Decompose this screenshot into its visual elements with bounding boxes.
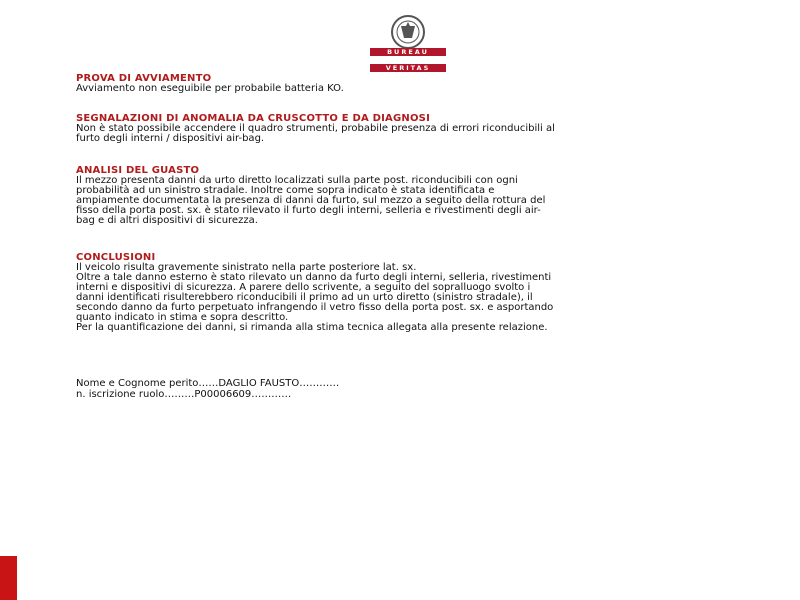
logo-band-veritas: VERITAS bbox=[370, 64, 446, 72]
perito-name-line: Nome e Cognome perito……DAGLIO FAUSTO………… bbox=[76, 378, 340, 389]
section-segnalazioni bbox=[76, 114, 555, 144]
section-text: Non è stato possibile accendere il quadro strumenti, probabile presenza di errori riconducibili al furto degli interni / dispositivi air-bag. bbox=[76, 123, 555, 144]
section-analisi-guasto bbox=[76, 166, 545, 226]
logo-band-bureau: BUREAU bbox=[370, 48, 446, 56]
section-text: Il mezzo presenta danni da urto diretto localizzati sulla parte post. riconducibili con ogni probabilità ad un sinistro stradale. Inoltre come sopra indicato è stata identificata e ampiamente documentata la presenza di danni da furto, sul mezzo a seguito della rottura del fisso della porta post. sx. è stato rilevato il furto degli interni, selleria e rivestimenti degli air- bag e di altri dispositivi di sicurezza. bbox=[76, 175, 546, 226]
corner-red-bar bbox=[0, 556, 17, 600]
logo-seal-icon bbox=[370, 14, 446, 50]
section-heading: SEGNALAZIONI DI ANOMALIA DA CRUSCOTTO E DA DIAGNOSI bbox=[76, 113, 430, 124]
section-text: Il veicolo risulta gravemente sinistrato nella parte posteriore lat. sx. Oltre a tale danno esterno è stato rilevato un danno da furto degli interni, selleria, rivestimenti interni e dispositivi di sicurezza. A parere dello scrivente, a seguito del sopralluogo svolto i danni identificati risulterebbero riconducibili il primo ad un urto diretto (sinistro stradale), il secondo danno da furto perpetuato infrangendo il vetro fisso della porta post. sx. e asportando quanto indicato in stima e sopra descritto. Per la quantificazione dei danni, si rimanda alla stima tecnica allegata alla presente relazione. bbox=[76, 262, 554, 333]
bureau-veritas-logo bbox=[370, 14, 446, 72]
section-conclusioni bbox=[76, 253, 553, 333]
section-heading: CONCLUSIONI bbox=[76, 252, 156, 263]
registration-number-line: n. iscrizione ruolo………P00006609………… bbox=[76, 389, 292, 400]
signature-block bbox=[76, 378, 339, 400]
section-heading: PROVA DI AVVIAMENTO bbox=[76, 73, 212, 84]
section-heading: ANALISI DEL GUASTO bbox=[76, 165, 200, 176]
section-text: Avviamento non eseguibile per probabile batteria KO. bbox=[76, 83, 344, 94]
section-prova-avviamento bbox=[76, 74, 344, 94]
